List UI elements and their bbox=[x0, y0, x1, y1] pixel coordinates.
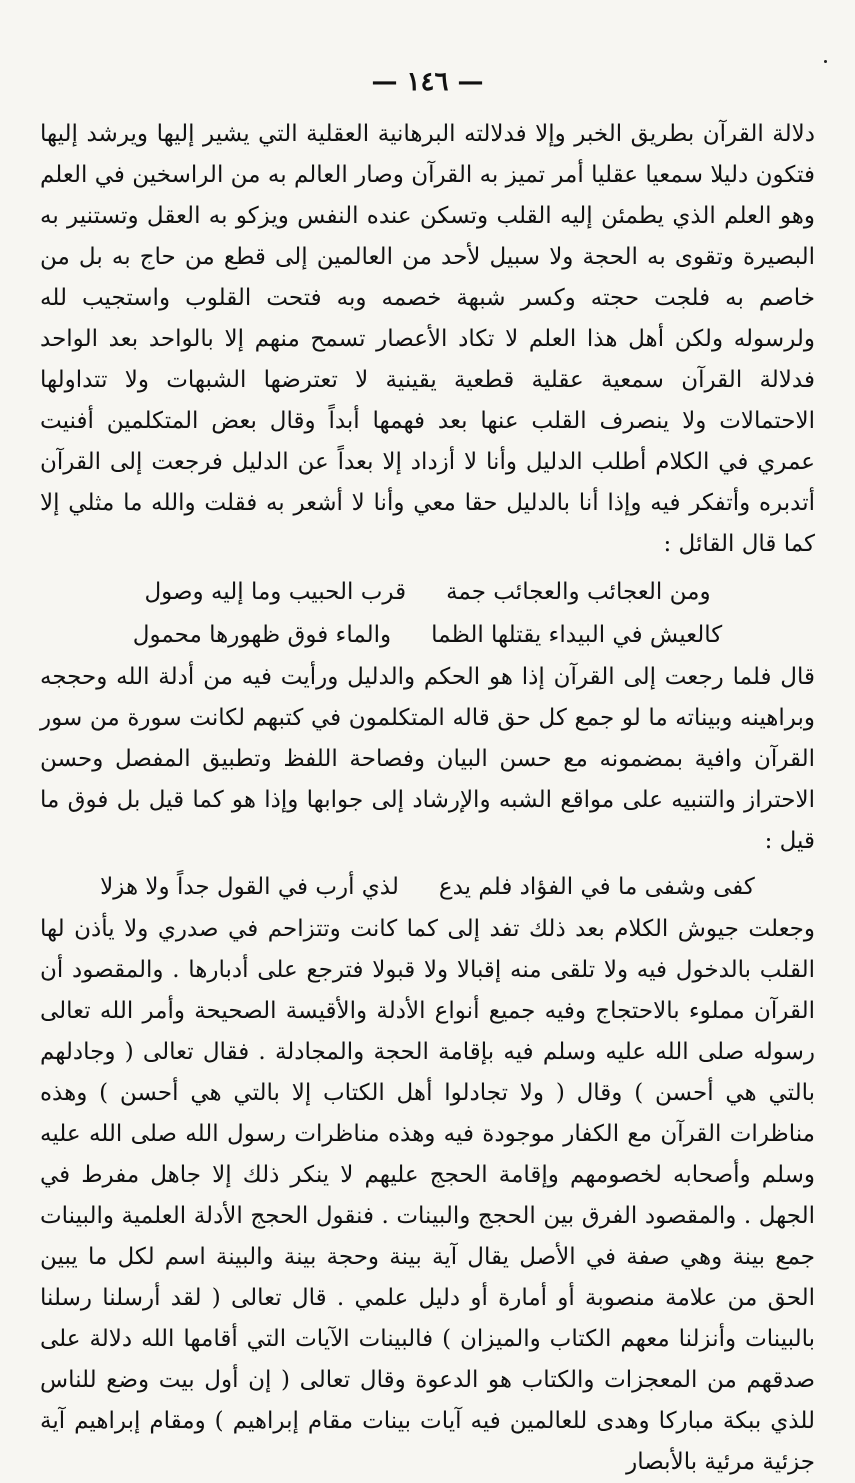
verse-hemistich: كفى وشفى ما في الفؤاد فلم يدع bbox=[438, 874, 755, 900]
speck-mark bbox=[824, 60, 827, 63]
verse-2 bbox=[40, 866, 815, 909]
paragraph-1: دلالة القرآن بطريق الخبر وإلا فدلالته البرهانية العقلية التي يشير إليها ويرشد إليها فتكون دليلا سمعيا عقليا أمر تميز به القرآن وصار العالم به من الراسخين في العلم وهو العلم الذي يطمئن إليه القلب وتسكن عنده النفس ويزكو به العقل وتستنير به البصيرة وتقوى به الحجة ولا سبيل لأحد من العالمين إلى قطع من حاج به بل من خاصم به فلجت حجته وكسر شبهة خصمه وبه فتحت القلوب واستجيب لله ولرسوله ولكن أهل هذا العلم لا تكاد الأعصار تسمح منهم إلا بالواحد بعد الواحد فدلالة القرآن سمعية عقلية قطعية يقينية لا تعترضها الشبهات ولا تتداولها الاحتمالات ولا ينصرف القلب عنها بعد فهمها أبداً وقال بعض المتكلمين أفنيت عمري في الكلام أطلب الدليل وأنا لا أزداد إلا بعداً عن الدليل فرجعت إلى القرآن أتدبره وأتفكر فيه وإذا أنا بالدليل حقا معي وأنا لا أشعر به فقلت والله ما مثلي إلا كما قال القائل : bbox=[40, 121, 815, 557]
verse-hemistich: والماء فوق ظهورها محمول bbox=[132, 622, 392, 648]
verse-hemistich: لذي أرب في القول جداً ولا هزلا bbox=[100, 874, 399, 900]
page-number: — ١٤٦ — bbox=[371, 67, 484, 97]
verse-hemistich: كالعيش في البيداء يقتلها الظما bbox=[431, 622, 723, 648]
verse-1-line-2 bbox=[40, 614, 815, 657]
paragraph-2: قال فلما رجعت إلى القرآن إذا هو الحكم والدليل ورأيت فيه من أدلة الله وحججه وبراهينه وبيناته ما لو جمع كل حق قاله المتكلمون في كتبهم لكانت سورة من سور القرآن وافية بمضمونه مع حسن البيان وفصاحة اللفظ وتطبيق المفصل وحسن الاحتراز والتنبيه على مواقع الشبه والإرشاد إلى جوابها وإذا هو كما قيل بل فوق ما قيل : bbox=[40, 664, 815, 854]
paragraph-3: وجعلت جيوش الكلام بعد ذلك تفد إلى كما كانت وتتزاحم في صدري ولا يأذن لها القلب بالدخول فيه ولا تلقى منه إقبالا ولا قبولا فترجع على أدبارها . والمقصود أن القرآن مملوء بالاحتجاج وفيه جميع أنواع الأدلة والأقيسة الصحيحة وأمر الله تعالى رسوله صلى الله عليه وسلم فيه بإقامة الحجة والمجادلة . فقال تعالى ( وجادلهم بالتي هي أحسن ) وقال ( ولا تجادلوا أهل الكتاب إلا بالتي هي أحسن ) وهذه مناظرات القرآن مع الكفار موجودة فيه وهذه مناظرات رسول الله صلى الله عليه وسلم وأصحابه لخصومهم وإقامة الحجج عليهم لا ينكر ذلك إلا جاهل مفرط في الجهل . والمقصود الفرق بين الحجج والبينات . فنقول الحجج الأدلة العلمية والبينات جمع بينة وهي صفة في الأصل يقال آية بينة وحجة بينة والبينة اسم لكل ما يبين الحق من علامة منصوبة أو أمارة أو دليل علمي . قال تعالى ( لقد أرسلنا رسلنا بالبينات وأنزلنا معهم الكتاب والميزان ) فالبينات الآيات التي أقامها الله دلالة على صدقهم من المعجزات والكتاب هو الدعوة وقال تعالى ( إن أول بيت وضع للناس للذي ببكة مباركا وهدى للعالمين فيه آيات بينات مقام إبراهيم ) ومقام إبراهيم آية جزئية مرئية بالأبصار bbox=[40, 916, 815, 1475]
verse-hemistich: قرب الحبيب وما إليه وصول bbox=[144, 579, 407, 605]
verse-1-line-1 bbox=[40, 571, 815, 614]
verse-hemistich: ومن العجائب والعجائب جمة bbox=[446, 579, 711, 605]
